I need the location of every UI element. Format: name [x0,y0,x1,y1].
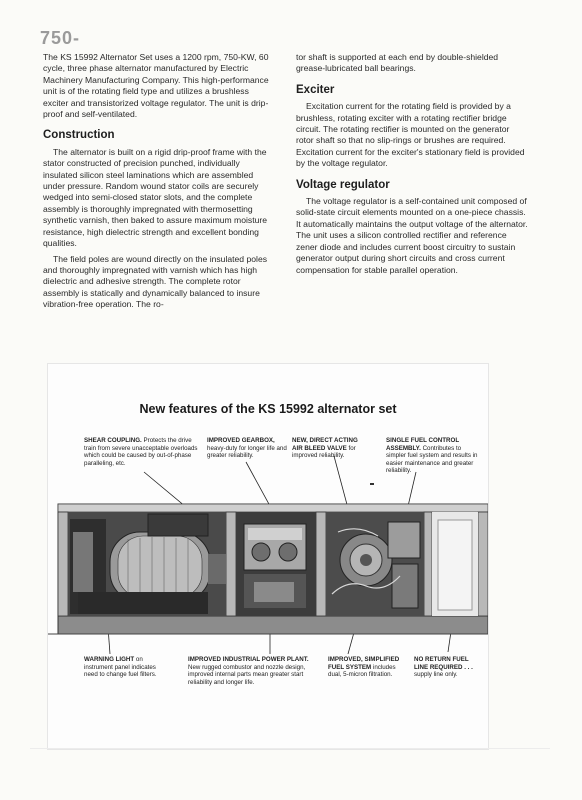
callout-no-return-fuel-line [414,656,484,679]
page-crease [30,748,550,749]
callout-fuel-system-text: includes dual, 5-micron filtration. [328,663,396,679]
construction-paragraph-1: The alternator is built on a rigid drip-proof frame with the stator constructed of precision punched, individually insulated silicon steel laminations which are assembled under pressure. Random wound stator coils are securely wedged into semi-closed stator slots, and the complete assembly is thoroughly impregnated with thermosetting synthetic varnish, then baked to assure maximum moisture resistance, high dielectric strength and excellent bonding qualities. [43,146,268,249]
callout-fuel-system-title: IMPROVED, SIMPLIFIED FUEL SYSTEM [328,656,400,671]
figure-title: New features of the KS 15992 alternator set [139,402,397,416]
callout-warning-light-title: WARNING LIGHT [84,656,135,663]
callout-warning-light [84,656,164,679]
callout-no-return-text: supply line only. [414,671,458,679]
callout-fuel-control-text: Contributes to simpler fuel system and results in easier maintenance and greater reliability. [386,444,478,475]
intro-paragraph: The KS 15992 Alternator Set uses a 1200 rpm, 750-KW, 60 cycle, three phase alternator manufactured by Electric Machinery Manufacturing Company. This high-performance unit is of the rotating field type and utilizes a brushless exciter and transistorized voltage regulator. The unit is drip-proof and self-ventilated. [43,52,269,120]
callout-air-bleed-text: for improved reliability. [292,444,356,460]
left-column [43,52,275,315]
page-number: 750- [40,28,81,48]
construction-paragraph-2: The field poles are wound directly on the insulated poles and thoroughly impregnated with varnish which has high dielectric and adhesive strength. The complete rotor assembly is statically and dynamically balanced to insure vibration-free operation. The ro- [43,253,268,310]
voltage-regulator-heading: Voltage regulator [296,178,390,191]
callout-gearbox-text: heavy-duty for longer life and greater reliability. [207,444,287,460]
exciter-heading: Exciter [296,83,335,96]
callout-no-return-title: NO RETURN FUEL LINE REQUIRED . . . [414,656,473,671]
alternator-set-figure [47,363,489,750]
callout-power-plant-text: New rugged combustor and nozzle design, improved internal parts mean greater start reliability and longer life. [188,663,306,686]
callout-air-bleed-title: NEW, DIRECT ACTING AIR BLEED VALVE [292,437,358,452]
callout-power-plant [188,656,318,686]
continuation-paragraph: tor shaft is supported at each end by double-shielded grease-lubricated ball bearings. [296,52,499,74]
callout-shear-coupling-text: Protects the drive train from severe unacceptable overloads which could be caused by out-of-phase paralleling, etc. [84,437,198,467]
callout-fuel-system [328,656,408,679]
exciter-paragraph: Excitation current for the rotating field is provided by a brushless, rotating exciter with a rotating rectifier bridge circuit. The rotating rectifier is mounted on the generator rotor shaft so that no slip-rings or brushes are required. Excitation current for the exciter's stationary field is provided by the voltage regulator. [296,101,525,169]
stray-mark [370,483,374,485]
alternator-set-illustration [48,364,488,749]
callout-power-plant-title: IMPROVED INDUSTRIAL POWER PLANT. [188,656,309,663]
callout-shear-coupling-title: SHEAR COUPLING. [84,437,142,444]
callout-fuel-control-title: SINGLE FUEL CONTROL ASSEMBLY. [386,437,459,452]
callout-gearbox-title: IMPROVED GEARBOX, [207,437,275,444]
callout-warning-light-text: on instrument panel indicates need to change fuel filters. [84,656,157,679]
voltage-regulator-paragraph: The voltage regulator is a self-contained unit composed of solid-state circuit elements mounted on a one-piece chassis. It automatically maintains the output voltage of the alternator. The unit uses a silicon controlled rectifier and reference zener diode and includes current boost circuitry to sustain generator output during short circuits and cross current compensation for stable parallel operation. [296,196,528,275]
right-column [296,52,528,280]
construction-heading: Construction [43,129,115,142]
